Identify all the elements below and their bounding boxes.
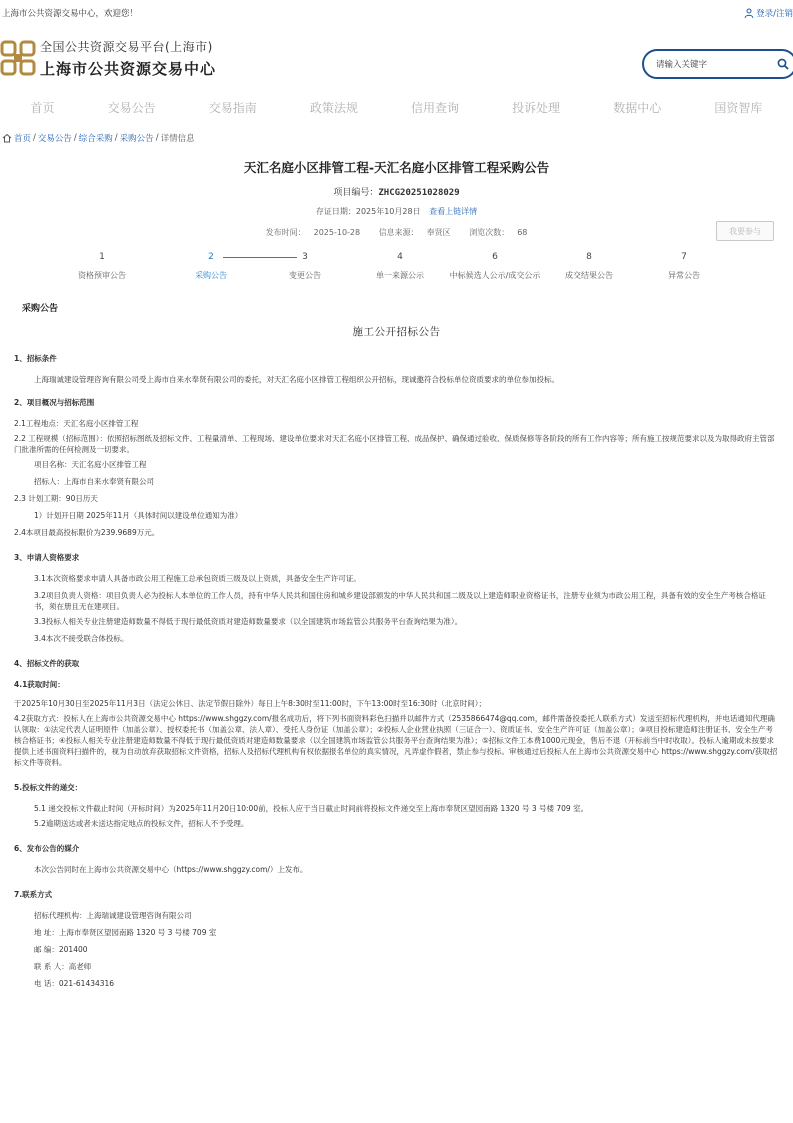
source-value: 奉贤区 <box>426 228 451 237</box>
breadcrumb-current: 详情信息 <box>160 134 195 144</box>
breadcrumb: 首页 / 交易公告 / 综合采购 / 采购公告 / 详情信息 <box>0 124 793 152</box>
step-number: 3 <box>302 252 308 262</box>
search-box[interactable] <box>642 49 793 79</box>
step-label: 资格预审公告 <box>78 271 126 280</box>
paragraph: 3.2项目负责人资格：项目负责人必为投标人本单位的工作人员，持有中华人民共和国住房和城乡建设部颁发的中华人民共和国二级及以上建造师职业资格证书，注册专业须为市政公用工程，具备有效的安全生产考核合格证书，须在册且无在建项目。 <box>34 591 766 611</box>
step-label: 成交结果公告 <box>565 271 613 280</box>
views-count: 68 <box>517 228 528 237</box>
page-title: 天汇名庭小区排管工程-天汇名庭小区排管工程采购公告 <box>243 160 550 175</box>
deposit-date-label: 存证日期： <box>315 207 356 216</box>
heading-qualification: 3、申请人资格要求 <box>14 553 80 562</box>
home-icon <box>2 133 12 143</box>
step-change-notice[interactable] <box>260 252 350 281</box>
nav-item-data-center[interactable]: 数据中心 <box>613 100 662 115</box>
project-number-value: ZHCG20251028029 <box>378 188 460 198</box>
document-body <box>0 353 793 989</box>
welcome-text: 上海市公共资源交易中心，欢迎您！ <box>2 9 139 19</box>
login-label: 登录/注销 <box>756 9 793 19</box>
deposit-date <box>0 206 793 217</box>
step-single-source[interactable] <box>355 252 445 281</box>
paragraph: 3.3投标人相关专业注册建造师数量不得低于现行最低资质对建造师数量要求（以全国建筑市场监管公共服务平台查询结果为准）。 <box>34 617 463 626</box>
site-header <box>0 26 793 90</box>
paragraph: 上海瑞诚建设管理咨询有限公司受上海市自来水奉贤有限公司的委托，对天汇名庭小区排管工程组织公开招标，现诚邀符合投标单位资质要求的单位参加投标。 <box>34 375 559 384</box>
step-exception-notice[interactable] <box>639 252 729 281</box>
paragraph: 本次公告同时在上海市公共资源交易中心（https://www.shggzy.com/）上发布。 <box>34 865 308 874</box>
source-label: 信息来源： <box>378 228 419 237</box>
paragraph: 5.1 递交投标文件截止时间（开标时间）为2025年11月20日10:00前，投标人应于当日截止时间前将投标文件递交至上海市奉贤区望园南路 1320 号 3 号楼 709 室。 <box>34 804 589 813</box>
site-logo-icon <box>0 40 36 76</box>
main-nav <box>0 90 793 124</box>
paragraph: 3.1本次资格要求申请人具备市政公用工程施工总承包资质三级及以上资质，具备安全生产许可证。 <box>34 574 361 583</box>
nav-item-credit[interactable]: 信用查询 <box>411 100 460 115</box>
step-number: 1 <box>99 252 105 262</box>
step-number: 8 <box>586 252 592 262</box>
paragraph: 2.2 工程规模（招标范围）：依照招标图纸及招标文件、工程量清单、工程现场、建设单位要求对天汇名庭小区排管工程、成品保护、确保通过验收、保质保修等各阶段的所有工作内容等；所有施工按规范要求以及为取得政府主管部门批准所需的任何检测及一切要求。 <box>14 434 775 454</box>
step-result-notice[interactable] <box>544 252 634 281</box>
step-candidate-notice[interactable] <box>445 252 545 281</box>
contact-address: 地 址：上海市奉贤区望园南路 1320 号 3 号楼 709 室 <box>34 928 217 937</box>
project-number <box>0 185 793 198</box>
site-logo-link[interactable] <box>0 38 216 79</box>
step-number: 7 <box>681 252 687 262</box>
publish-time: 2025-10-28 <box>313 228 361 237</box>
search-input[interactable]: 请输入关键字 <box>656 60 708 70</box>
publish-label: 发布时间： <box>265 228 306 237</box>
step-label: 采购公告 <box>195 271 227 280</box>
nav-item-complaints[interactable]: 投诉处理 <box>512 100 561 115</box>
paragraph: 3.4本次不接受联合体投标。 <box>34 634 129 643</box>
step-label: 异常公告 <box>668 271 700 280</box>
step-prequalification[interactable] <box>57 252 147 281</box>
step-number: 4 <box>397 252 403 262</box>
heading-obtain-documents: 4、招标文件的获取 <box>14 659 80 668</box>
brand-subtitle: 全国公共资源交易平台(上海市) <box>40 39 213 54</box>
nav-item-guide[interactable]: 交易指南 <box>208 100 257 115</box>
deposit-date-value: 2025年10月28日 <box>355 207 421 216</box>
search-button[interactable] <box>771 58 793 70</box>
heading-bidding-conditions: 1、招标条件 <box>14 354 57 363</box>
heading-media: 6、发布公告的媒介 <box>14 844 80 853</box>
nav-item-home[interactable]: 首页 <box>30 100 55 115</box>
step-label: 单一来源公示 <box>376 271 424 280</box>
heading-submission: 5.投标文件的递交： <box>14 783 83 792</box>
process-steps <box>0 252 793 298</box>
search-icon <box>777 58 789 70</box>
user-icon <box>744 8 754 18</box>
nav-item-think-tank[interactable]: 国资智库 <box>714 100 763 115</box>
breadcrumb-home[interactable]: 首页 <box>14 134 32 144</box>
paragraph: 于2025年10月30日至2025年11月3日（法定公休日、法定节假日除外）每日上午8:30时至11:00时，下午13:00时至16:30时（北京时间）； <box>14 699 487 708</box>
paragraph: 1）计划开日期 2025年11月（具体时间以建设单位通知为准） <box>34 511 243 520</box>
paragraph: 4.1获取时间： <box>14 680 65 689</box>
top-bar <box>0 0 793 26</box>
contact-agency: 招标代理机构：上海瑞诚建设管理咨询有限公司 <box>34 911 192 920</box>
paragraph: 4.2获取方式：投标人在上海市公共资源交易中心 https://www.shggzy.com/报名成功后，将下列书面资料彩色扫描并以邮件方式（2535866474@qq.com，邮件需备投委托人联系方式）发送至招标代理机构，并电话通知代理确认领取：①法定代表人证明原件（加盖公章）、授权委托书（加盖公章、法人章）、受托人身份证（加盖公章）；②投标人企业营业执照（三证合一）、资质证书、安全生产许可证（加盖公章）；③项目投标建造师注册证书、安全生产考核合格证书；④投标人相关专业注册建造师数量不得低于现行最低资质对建造师数量要求（以全国建筑市场监管公共服务平台查询结果为准）；⑤招标文件工本费1000元现金，售后不退（开标前当中时收取）。投标人逾期或未按要求提供上述书面资料扫描件的，视为自动放弃获取招标文件资格，招标人及招标代理机构有权依据报名单位的真实情况，凡弄虚作假者，禁止参与投标。审核通过后投标人在上海市公共资源交易中心 https://www.shggzy.com/获取招标文件等资料。 <box>14 714 778 767</box>
login-link[interactable] <box>744 7 793 19</box>
brand-title: 上海市公共资源交易中心 <box>40 59 217 78</box>
heading-contact: 7.联系方式 <box>14 890 53 899</box>
paragraph: 2.4本项目最高投标限价为239.9689万元。 <box>14 528 160 537</box>
step-number: 6 <box>492 252 498 262</box>
breadcrumb-procurement[interactable]: 综合采购 <box>78 134 113 144</box>
nav-item-policies[interactable]: 政策法规 <box>309 100 358 115</box>
step-label: 变更公告 <box>289 271 321 280</box>
heading-project-overview: 2、项目概况与招标范围 <box>14 398 95 407</box>
contact-person: 联 系 人：高老师 <box>34 962 92 971</box>
section-title: 采购公告 <box>22 304 59 314</box>
step-purchase-notice[interactable] <box>166 252 256 281</box>
paragraph: 招标人：上海市自来水奉贤有限公司 <box>34 477 154 486</box>
project-number-label: 项目编号： <box>333 188 379 198</box>
paragraph: 2.1工程地点：天汇名庭小区排管工程 <box>14 419 139 428</box>
view-chain-link[interactable]: 查看上链详情 <box>429 207 478 216</box>
document-title: 施工公开招标公告 <box>352 326 441 338</box>
article-meta <box>0 227 793 238</box>
contact-phone: 电 话：021-61434316 <box>34 979 115 988</box>
paragraph: 5.2逾期送达或者未送达指定地点的投标文件，招标人不予受理。 <box>34 819 249 828</box>
breadcrumb-purchase-notice[interactable]: 采购公告 <box>119 134 154 144</box>
join-button[interactable]: 我要参与 <box>716 221 774 241</box>
breadcrumb-announcements[interactable]: 交易公告 <box>37 134 72 144</box>
step-label: 中标候选人公示/成交公示 <box>449 271 541 280</box>
paragraph: 2.3 计划工期：90日历天 <box>14 494 98 503</box>
contact-postcode: 邮 编：201400 <box>34 945 88 954</box>
step-number: 2 <box>208 252 214 262</box>
views-label: 浏览次数： <box>469 228 510 237</box>
paragraph: 项目名称：天汇名庭小区排管工程 <box>34 460 147 469</box>
nav-item-announcements[interactable]: 交易公告 <box>107 100 156 115</box>
